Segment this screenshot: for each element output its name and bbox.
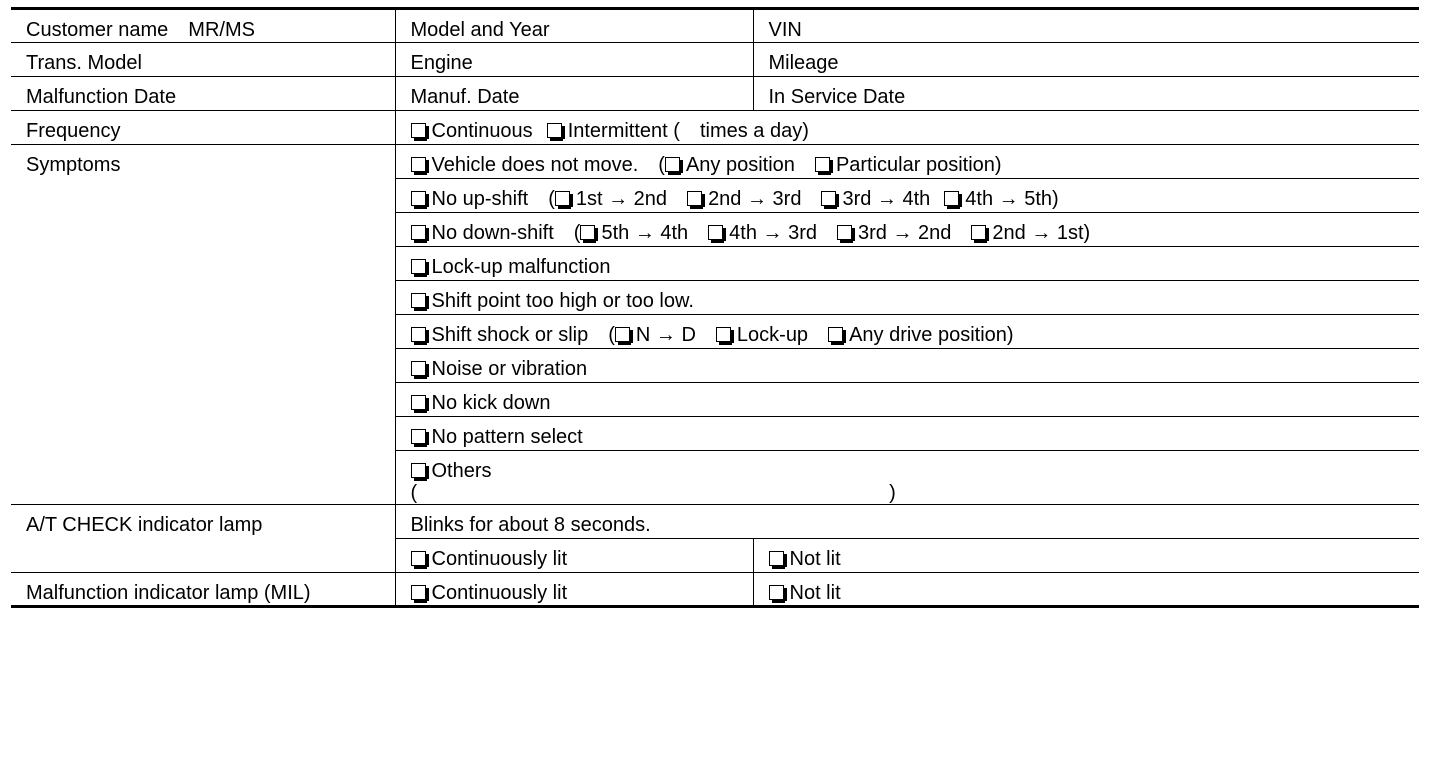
- at-check-continuously-lit-option[interactable]: Continuously lit: [411, 548, 568, 570]
- up-4-5-option[interactable]: 4th → 5th): [944, 188, 1058, 210]
- mil-not-lit-option[interactable]: Not lit: [769, 582, 841, 604]
- checkbox-icon[interactable]: [665, 157, 680, 172]
- manuf-date-label: Manuf. Date: [410, 86, 520, 108]
- checkbox-icon[interactable]: [708, 225, 723, 240]
- shift-point-option[interactable]: Shift point too high or too low.: [411, 290, 694, 312]
- no-up-shift-option[interactable]: No up-shift: [411, 188, 529, 210]
- noise-vibration-option[interactable]: Noise or vibration: [411, 358, 588, 380]
- mileage-label: Mileage: [768, 52, 839, 74]
- checkbox-icon[interactable]: [580, 225, 595, 240]
- model-year-label: Model and Year: [410, 19, 550, 41]
- row-at-check-blink: [11, 505, 1419, 539]
- checkbox-icon[interactable]: [411, 191, 426, 206]
- lockup-malfunction-option[interactable]: Lock-up malfunction: [411, 256, 611, 278]
- checkbox-icon[interactable]: [411, 293, 426, 308]
- checkbox-icon[interactable]: [411, 157, 426, 172]
- at-check-not-lit-cell: [753, 539, 1419, 573]
- others-option[interactable]: Others: [411, 460, 492, 482]
- mileage-cell[interactable]: [753, 43, 1419, 77]
- times-a-day-text: times a day): [699, 120, 809, 142]
- checkbox-icon[interactable]: [687, 191, 702, 206]
- down-4-3-option[interactable]: 4th → 3rd: [708, 222, 817, 244]
- frequency-label-cell: [11, 111, 395, 145]
- checkbox-icon[interactable]: [821, 191, 836, 206]
- pattern-cell: [395, 417, 1419, 451]
- row-dates: [11, 77, 1419, 111]
- checkbox-icon[interactable]: [411, 327, 426, 342]
- trans-model-cell[interactable]: [11, 43, 395, 77]
- no-pattern-select-option[interactable]: No pattern select: [411, 426, 583, 448]
- malfunction-date-cell[interactable]: [11, 77, 395, 111]
- frequency-options: [395, 111, 1419, 145]
- no-move-cell: Vehicle does not move. ( Any position Particular position): [395, 145, 1419, 179]
- symptoms-label: Symptoms: [26, 154, 121, 176]
- engine-label: Engine: [410, 52, 473, 74]
- checkbox-icon[interactable]: [411, 585, 426, 600]
- mil-label-cell: [11, 573, 395, 607]
- no-up-shift-cell: No up-shift ( 1st → 2nd 2nd → 3rd 3rd → 4th 4th → 5th): [395, 179, 1419, 213]
- checkbox-icon[interactable]: [411, 429, 426, 444]
- checkbox-icon[interactable]: [716, 327, 731, 342]
- checkbox-icon[interactable]: [971, 225, 986, 240]
- diagnostic-worksheet: [11, 7, 1419, 608]
- checkbox-icon[interactable]: [547, 123, 562, 138]
- down-2-1-option[interactable]: 2nd → 1st): [971, 222, 1090, 244]
- lockup-cell: [395, 247, 1419, 281]
- n-to-d-option[interactable]: N → D: [615, 324, 696, 346]
- row-customer: [11, 9, 1419, 43]
- mil-label: Malfunction indicator lamp (MIL): [26, 582, 311, 604]
- down-3-2-option[interactable]: 3rd → 2nd: [837, 222, 951, 244]
- others-cell: [395, 451, 1419, 505]
- checkbox-icon[interactable]: [815, 157, 830, 172]
- shift-point-cell: [395, 281, 1419, 315]
- at-check-blinks-cell: [395, 505, 1419, 539]
- checkbox-icon[interactable]: [769, 585, 784, 600]
- vin-cell[interactable]: [753, 9, 1419, 43]
- symptoms-label-cell: [11, 145, 395, 505]
- vin-label: VIN: [768, 19, 802, 41]
- checkbox-icon[interactable]: [411, 123, 426, 138]
- frequency-label: Frequency: [26, 120, 121, 142]
- checkbox-icon[interactable]: [828, 327, 843, 342]
- no-move-option[interactable]: Vehicle does not move.: [411, 154, 639, 176]
- shift-shock-option[interactable]: Shift shock or slip: [411, 324, 589, 346]
- model-year-cell[interactable]: [395, 9, 753, 43]
- continuous-option[interactable]: Continuous: [411, 120, 533, 142]
- checkbox-icon[interactable]: [411, 463, 426, 478]
- row-mil: [11, 573, 1419, 607]
- up-2-3-option[interactable]: 2nd → 3rd: [687, 188, 801, 210]
- malfunction-date-label: Malfunction Date: [26, 86, 177, 108]
- checkbox-icon[interactable]: [411, 395, 426, 410]
- noise-cell: [395, 349, 1419, 383]
- customer-salutation: MR/MS: [188, 19, 255, 41]
- checkbox-icon[interactable]: [615, 327, 630, 342]
- checkbox-icon[interactable]: [944, 191, 959, 206]
- at-check-label-cell: [11, 505, 395, 573]
- mil-continuously-lit-option[interactable]: Continuously lit: [411, 582, 568, 604]
- at-check-label: A/T CHECK indicator lamp: [26, 514, 263, 536]
- customer-name-label: Customer name: [26, 19, 169, 41]
- checkbox-icon[interactable]: [411, 361, 426, 376]
- in-service-date-label: In Service Date: [768, 86, 906, 108]
- row-symptom-no-move: [11, 145, 1419, 179]
- row-trans: [11, 43, 1419, 77]
- no-down-shift-cell: No down-shift ( 5th → 4th 4th → 3rd 3rd → 2nd 2nd → 1st): [395, 213, 1419, 247]
- trans-model-label: Trans. Model: [26, 52, 142, 74]
- any-drive-position-option[interactable]: Any drive position): [828, 324, 1014, 346]
- lockup-shock-option[interactable]: Lock-up: [716, 324, 808, 346]
- blinks-text: Blinks for about 8 seconds.: [410, 514, 651, 536]
- particular-position-option[interactable]: Particular position): [815, 154, 1002, 176]
- customer-name-cell[interactable]: [11, 9, 395, 43]
- checkbox-icon[interactable]: [555, 191, 570, 206]
- others-detail-field[interactable]: ( ): [410, 482, 896, 504]
- engine-cell[interactable]: [395, 43, 753, 77]
- row-frequency: [11, 111, 1419, 145]
- in-service-date-cell[interactable]: [753, 77, 1419, 111]
- up-1-2-option[interactable]: 1st → 2nd: [555, 188, 667, 210]
- up-3-4-option[interactable]: 3rd → 4th: [821, 188, 930, 210]
- checkbox-icon[interactable]: [411, 259, 426, 274]
- intermittent-option[interactable]: Intermittent (: [547, 120, 680, 142]
- no-down-shift-option[interactable]: No down-shift: [411, 222, 554, 244]
- any-position-option[interactable]: Any position: [665, 154, 795, 176]
- checkbox-icon[interactable]: [769, 551, 784, 566]
- checkbox-icon[interactable]: [411, 225, 426, 240]
- mil-lit-cell: [395, 573, 753, 607]
- shift-shock-cell: Shift shock or slip ( N → D Lock-up Any drive position): [395, 315, 1419, 349]
- at-check-lit-cell: [395, 539, 753, 573]
- mil-not-lit-cell: [753, 573, 1419, 607]
- at-check-not-lit-option[interactable]: Not lit: [769, 548, 841, 570]
- checkbox-icon[interactable]: [837, 225, 852, 240]
- no-kick-down-option[interactable]: No kick down: [411, 392, 551, 414]
- down-5-4-option[interactable]: 5th → 4th: [580, 222, 688, 244]
- manuf-date-cell[interactable]: [395, 77, 753, 111]
- checkbox-icon[interactable]: [411, 551, 426, 566]
- kick-down-cell: [395, 383, 1419, 417]
